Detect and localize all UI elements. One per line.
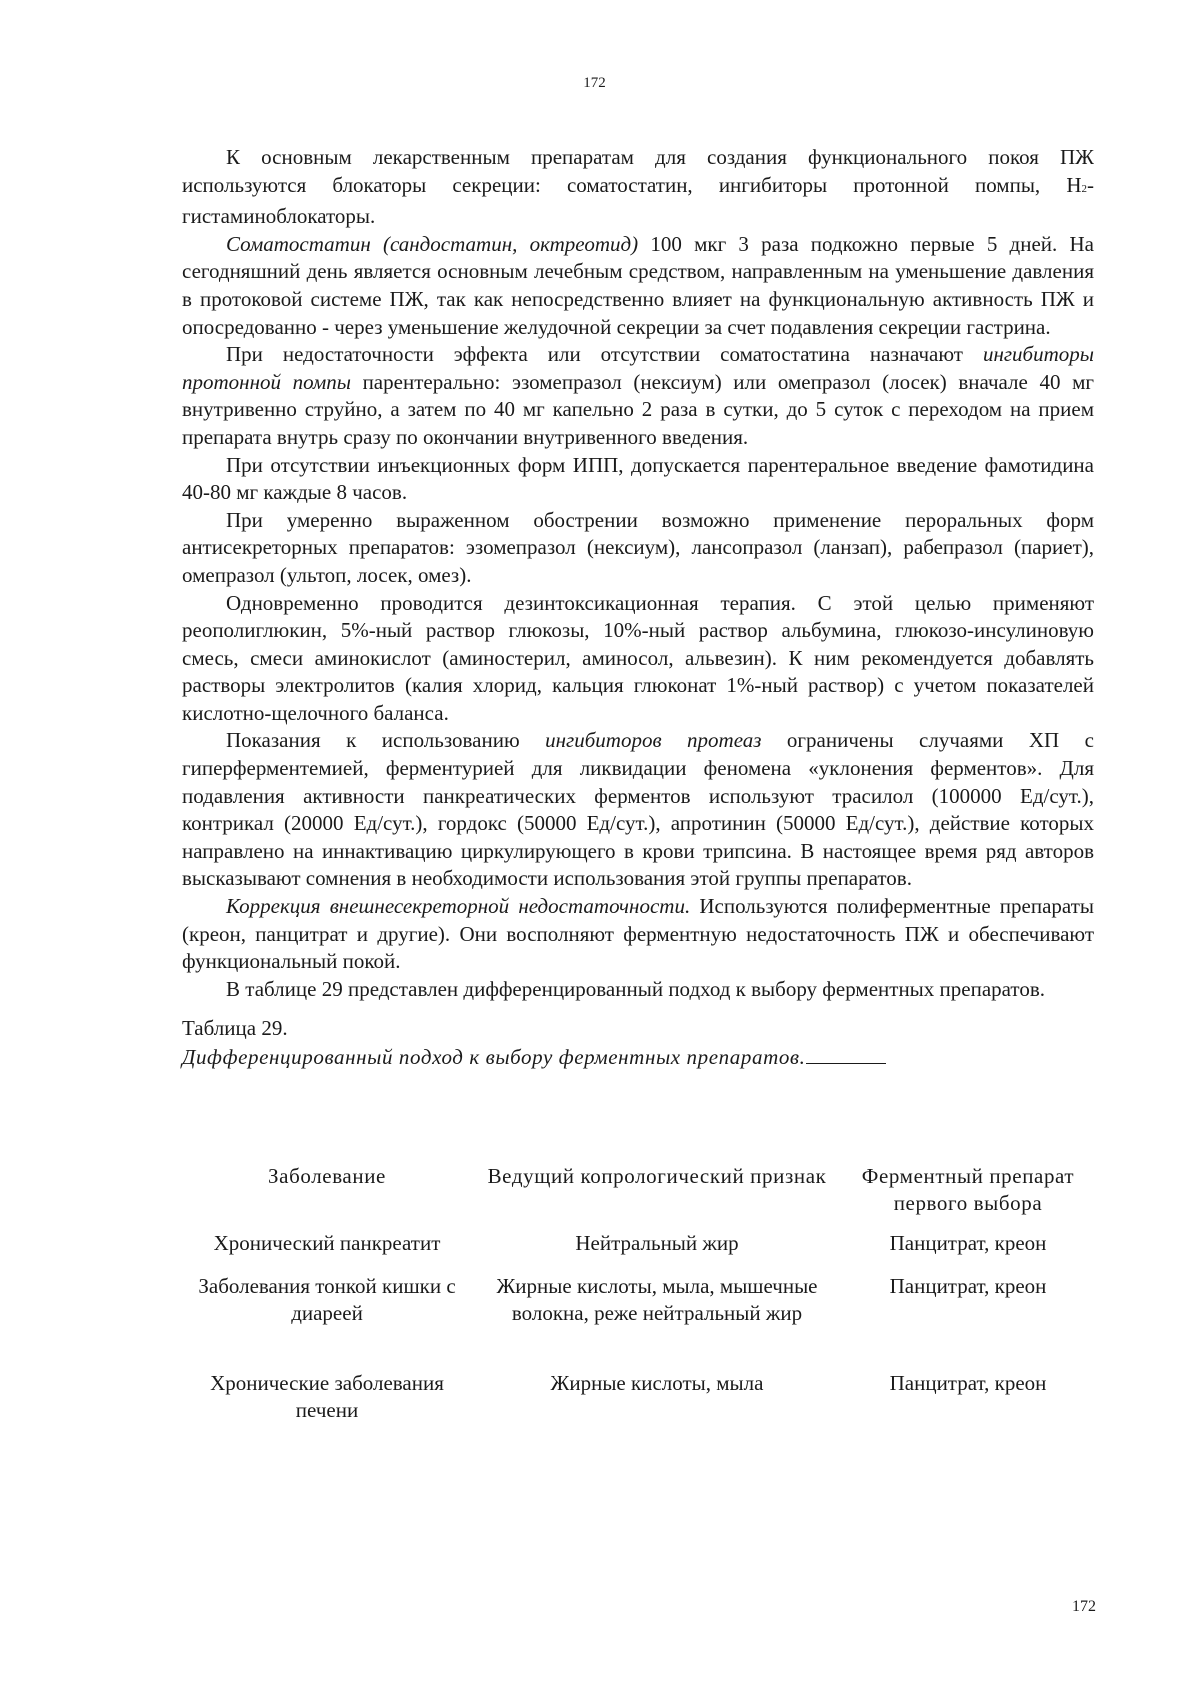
page-number-bottom: 172 — [1072, 1598, 1096, 1615]
paragraph-2: Соматостатин (сандостатин, октреотид) 100 мкг 3 раза подкожно первые 5 дней. На сегодняшний день является основным лечебным средством, направленным на уменьшение давления в протоковой системе ПЖ, так как непосредственно влияет на функциональную активность ПЖ и опосредованно - через уменьшение желудочной секреции за счет подавления секреции гастрина. — [182, 231, 1095, 339]
table-row: Хронический панкреатит Нейтральный жир Панцитрат, креон — [213, 1231, 1047, 1255]
paragraph-9: В таблице 29 представлен дифференцированный подход к выбору ферментных препаратов. — [226, 976, 1045, 1001]
title-underline — [806, 1043, 886, 1064]
table-label: Таблица 29. — [182, 1016, 288, 1041]
paragraph-8: Коррекция внешнесекреторной недостаточности. Используются полиферментные препараты (креон, панцитрат и другие). Они восполняют ферментную недостаточность ПЖ и обеспечивают функциональный покой. — [182, 894, 1094, 974]
page-number-top: 172 — [583, 75, 606, 91]
body-text — [182, 144, 1094, 1072]
table-title: Дифференцированный подход к выбору ферментных препаратов. — [182, 1043, 1094, 1072]
paragraph-3: При недостаточности эффекта или отсутствии соматостатина назначают ингибиторы протонной помпы парентерально: эзомепразол (нексиум) или омепразол (лосек) вначале 40 мг внутривенно струйно, а затем по 40 мг капельно 2 раза в сутки, до 5 суток с переходом на прием препарата внутрь сразу по окончании внутривенного введения. — [182, 342, 1094, 449]
header-sign: Ведущий копрологический признак — [487, 1164, 827, 1188]
table-header-row — [182, 1163, 1094, 1217]
paragraph-7: Показания к использованию ингибиторов протеаз ограничены случаями ХП с гиперферментемией, ферментурией для ликвидации феномена «уклонения ферментов». Для подавления активности панкреатических ферментов используют трасилол (100000 Ед/сут.), контрикал (20000 Ед/сут.), гордокс (50000 Ед/сут.), апротинин (50000 Ед/сут.), действие которых направлено на иннактивацию циркулирующего в крови трипсина. В настоящее время ряд авторов высказывают сомнения в необходимости использования этой группы препаратов. — [182, 728, 1094, 891]
table-row: Хронические заболевания печени Жирные кислоты, мыла Панцитрат, креон — [210, 1371, 1047, 1422]
header-disease: Заболевание — [268, 1164, 386, 1188]
paragraph-5: При умеренно выраженном обострении возможно применение пероральных форм антисекреторных препаратов: эзомепразол (нексиум), лансопразол (ланзап), рабепразол (париет), омепразол (ультоп, лосек, омез). — [182, 507, 1094, 587]
paragraph-6: Одновременно проводится дезинтоксикационная терапия. С этой целью применяют реополиглюкин, 5%-ный раствор глюкозы, 10%-ный раствор альбумина, глюкозо-инсулиновую смесь, смеси аминокислот (аминостерил, аминосол, альвезин). К ним рекомендуется добавлять растворы электролитов (калия хлорид, кальция глюконат 1%-ный раствор) с учетом показателей кислотно-щелочного баланса. — [182, 590, 1094, 725]
table-row: Заболевания тонкой кишки с диареей Жирные кислоты, мыла, мышечные волокна, реже нейтральный жир Панцитрат, креон — [198, 1274, 1047, 1325]
paragraph-4: При отсутствии инъекционных форм ИПП, допускается парентеральное введение фамотидина 40-80 мг каждые 8 часов. — [182, 452, 1094, 505]
paragraph-1: К основным лекарственным препаратам для создания функционального покоя ПЖ используются блокаторы секреции: соматостатин, ингибиторы протонной помпы, Н2-гистаминоблокаторы. — [182, 145, 1094, 229]
enzyme-table — [182, 1163, 1094, 1424]
header-drug: Ферментный препарат первого выбора — [861, 1164, 1075, 1215]
